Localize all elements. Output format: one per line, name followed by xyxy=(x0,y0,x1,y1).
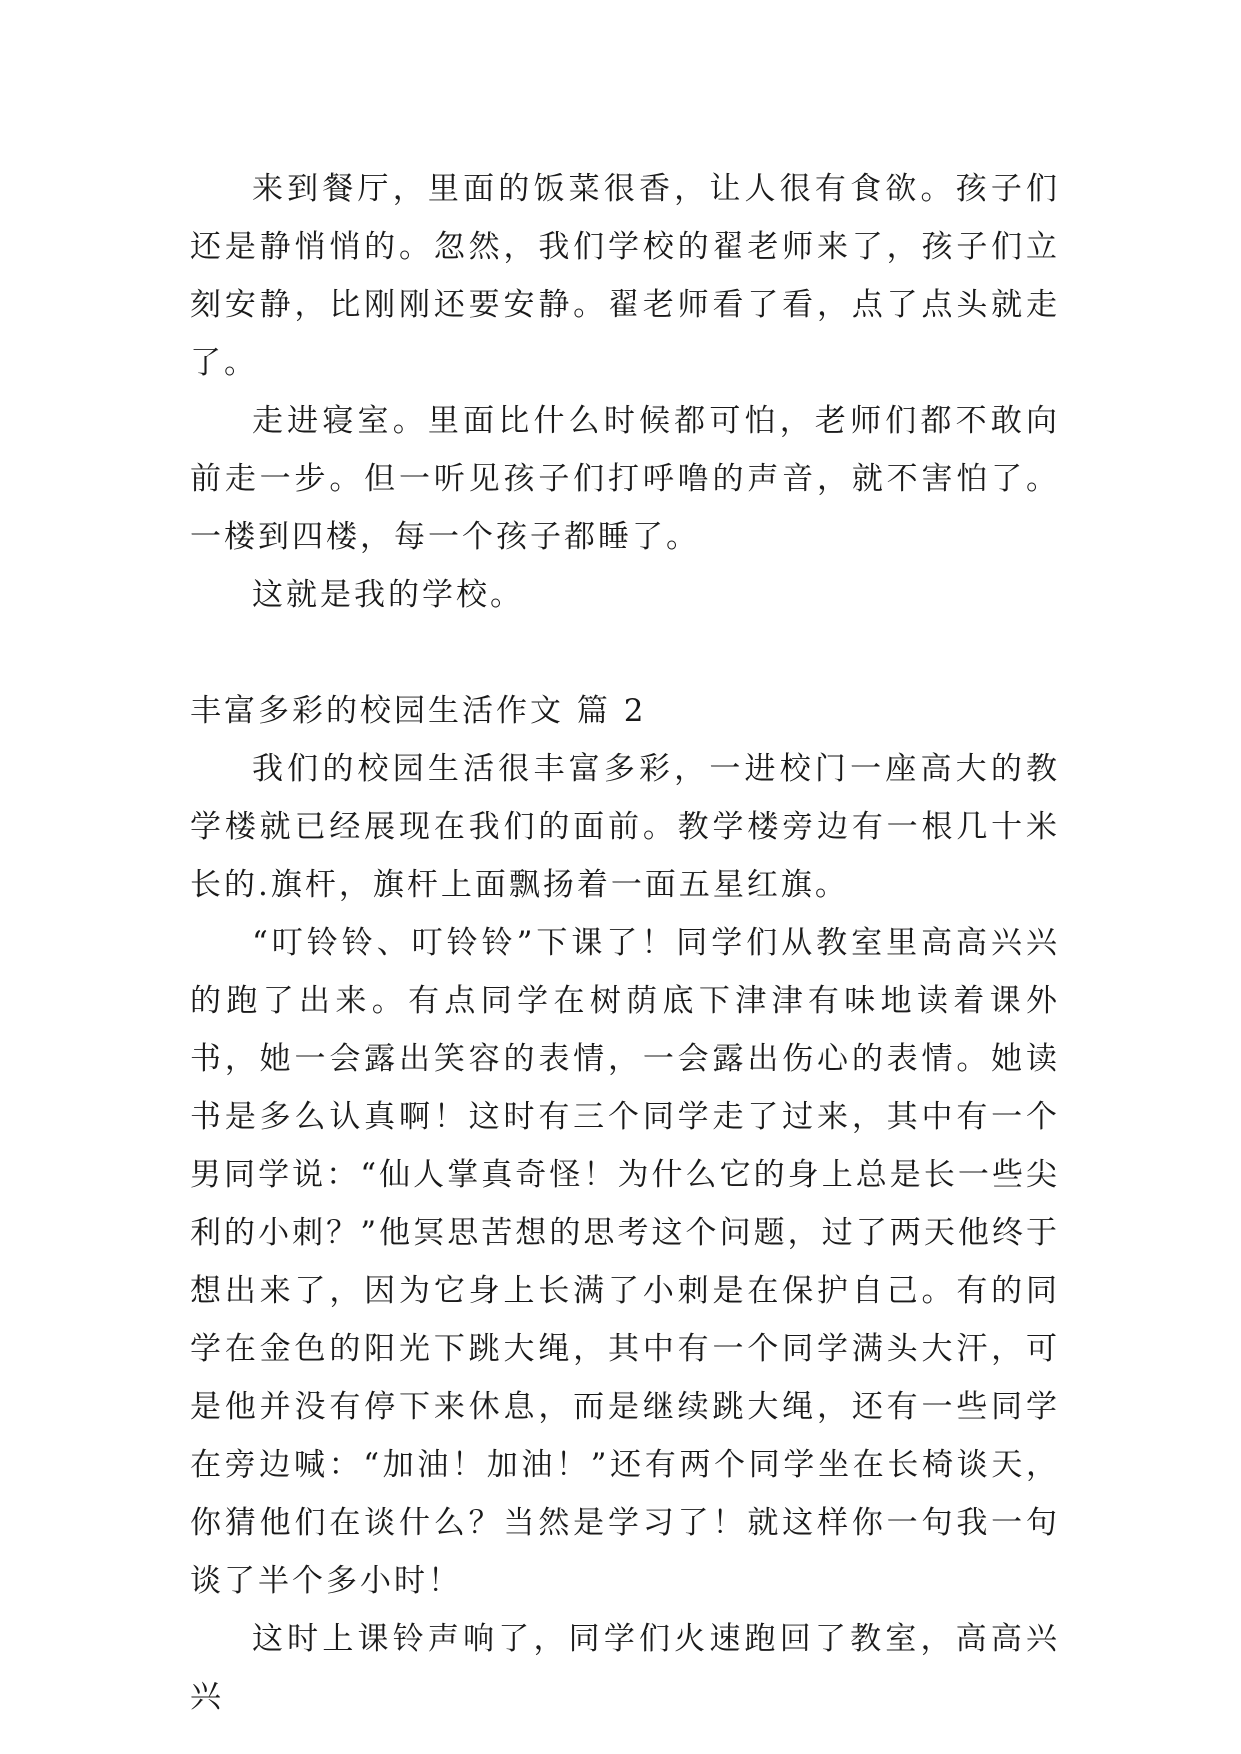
paragraph-conclusion: 这就是我的学校。 xyxy=(252,577,524,613)
paragraph-class-bell: 这时上课铃声响了，同学们火速跑回了教室，高高兴兴 xyxy=(190,1621,1060,1715)
section-title: 丰富多彩的校园生活作文 篇 2 xyxy=(190,693,647,729)
document-body xyxy=(190,160,1060,1726)
paragraph-dining-hall: 来到餐厅，里面的饭菜很香，让人很有食欲。孩子们还是静悄悄的。忽然，我们学校的翟老师来了，孩子们立刻安静，比刚刚还要安静。翟老师看了看，点了点头就走了。 xyxy=(190,171,1060,381)
paragraph-recess: “叮铃铃、叮铃铃”下课了！同学们从教室里高高兴兴的跑了出来。有点同学在树荫底下津津有味地读着课外书，她一会露出笑容的表情，一会露出伤心的表情。她读书是多么认真啊！这时有三个同学走了过来，其中有一个男同学说：“仙人掌真奇怪！为什么它的身上总是长一些尖利的小刺？”他冥思苦想的思考这个问题，过了两天他终于想出来了，因为它身上长满了小刺是在保护自己。有的同学在金色的阳光下跳大绳，其中有一个同学满头大汗，可是他并没有停下来休息，而是继续跳大绳，还有一些同学在旁边喊：“加油！加油！”还有两个同学坐在长椅谈天，你猜他们在谈什么？当然是学习了！就这样你一句我一句谈了半个多小时！ xyxy=(190,925,1060,1599)
paragraph-campus-intro: 我们的校园生活很丰富多彩，一进校门一座高大的教学楼就已经展现在我们的面前。教学楼旁边有一根几十米长的.旗杆，旗杆上面飘扬着一面五星红旗。 xyxy=(190,751,1060,903)
paragraph-dormitory: 走进寝室。里面比什么时候都可怕，老师们都不敢向前走一步。但一听见孩子们打呼噜的声音，就不害怕了。一楼到四楼，每一个孩子都睡了。 xyxy=(190,403,1060,555)
